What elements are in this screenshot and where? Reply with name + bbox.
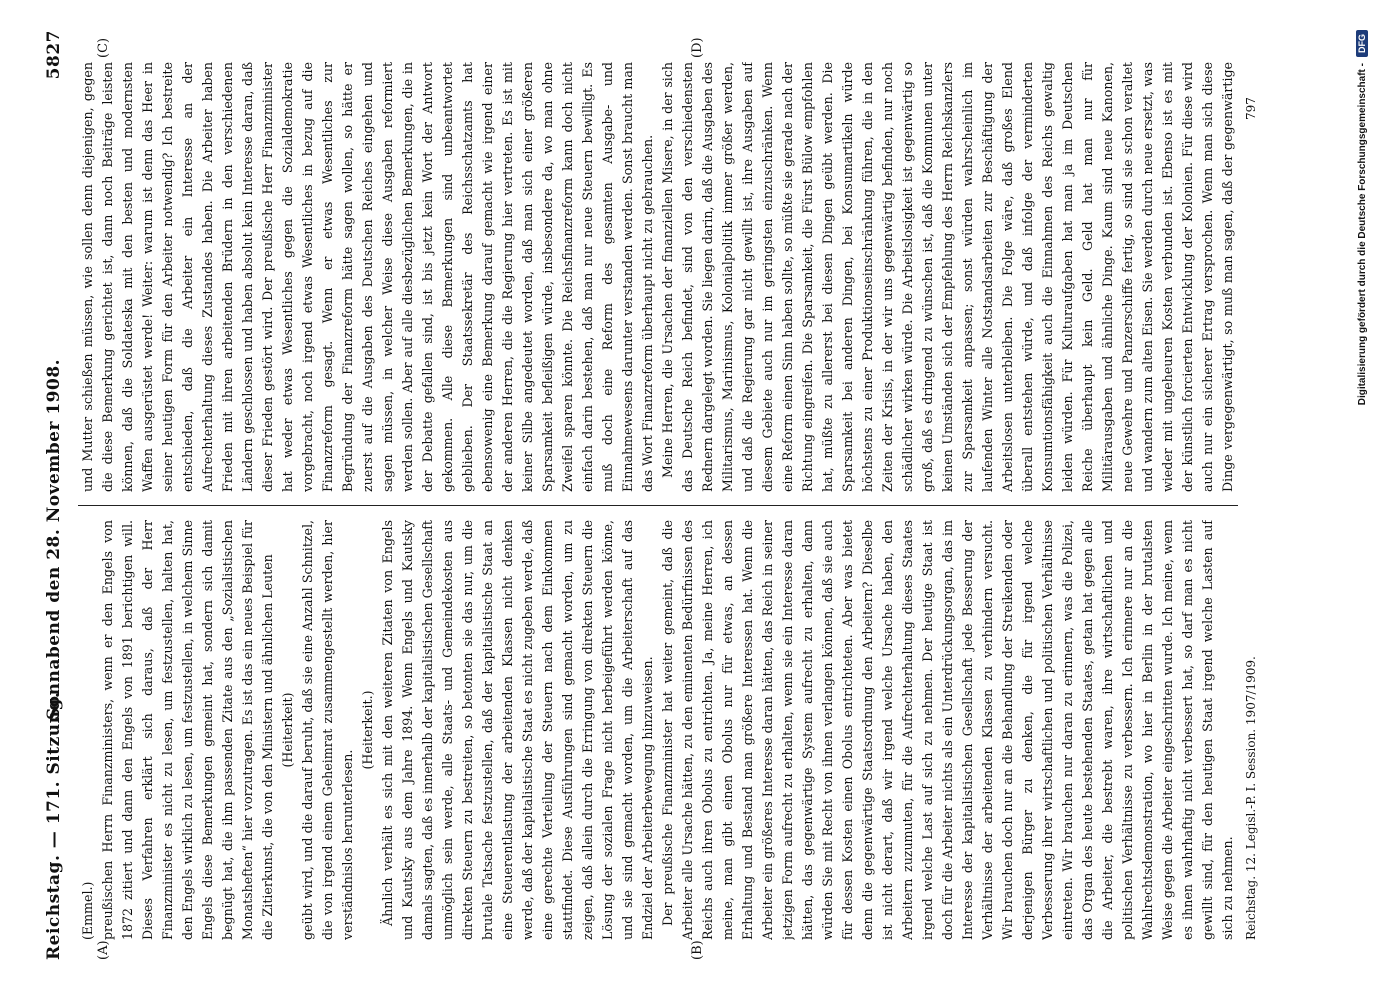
margin-letter-c: (C) <box>96 37 111 58</box>
footer-legislative-period: Reichstag. 12. Legisl.-P. I. Session. 1907/1909. <box>1244 656 1258 940</box>
paragraph: und Mutter schießen müssen, wie sollen denn diejenigen, gegen die diese Bemerkung gerichtet ist, dann noch Beiträge leisten können, daß die Soldateska mit den besten und modernsten Waffen ausgerüstet werde! Weiter: warum ist denn das Heer in seiner heutigen Form für den Arbeiter notwendig? Ich bestreite entschieden, daß die Arbeiter ein Interesse an der Aufrechterhaltung dieses Zustandes haben. Die Arbeiter haben Frieden mit ihren arbeitenden Brüdern in den verschiedenen Ländern geschlossen und haben absolut kein Interesse daran, daß dieser Frieden gestört wird. Der preußische Herr Finanzminister hat weder etwas Wesentliches gegen die Sozialdemokratie vorgebracht, noch irgend etwas Wesentliches in bezug auf die Finanzreform gesagt. Wenn er etwas Wesentliches zur Begründung der Finanzreform hätte sagen wollen, so hätte er zuerst auf die Ausgaben des Deutschen Reiches eingehen und sagen müssen, in welcher Weise diese Ausgaben reformiert werden sollen. Aber auf alle diesbezüglichen Bemerkungen, die in der Debatte gefallen sind, ist bis jetzt kein Wort der Antwort gekommen. Alle diese Bemerkungen sind unbeantwortet geblieben. Der Staatssekretär des Reichsschatzamts hat ebensowenig eine Bemerkung darauf gemacht wie irgend einer der anderen Herren, die die Regierung hier vertreten. Es ist mit keiner Silbe angedeutet worden, daß man sich einer größeren Sparsamkeit befleißigen würde, insbesondere da, wo man ohne Zweifel sparen könnte. Die Reichsfinanzreform kann doch nicht einfach darin bestehen, daß man nur neue Steuern bewilligt. Es muß doch eine Reform des gesamten Ausgabe- und Einnahmewesens darunter verstanden werden. Sonst braucht man das Wort Finanzreform überhaupt nicht zu gebrauchen. <box>80 62 655 492</box>
digitization-notice: Digitalisierung gefördert durch die Deutsche Forschungsgemeinschaft - <box>1356 63 1368 406</box>
header-session-title: Reichstag. — 171. Sitzung. <box>44 691 64 960</box>
paragraph: geübt wird, und die darauf beruht, daß sie eine Anzahl Schnitzel, die von irgend einem Geheimrat zusammengestellt werden, hier verständnislos herunterlesen. <box>300 520 355 940</box>
margin-letter-b: (B) <box>690 940 705 960</box>
speaker-name: (Emmel.) <box>80 881 95 940</box>
margin-letter-d: (D) <box>690 37 705 58</box>
paragraph: preußischen Herrn Finanzministers, wenn er den Engels von 1872 zitiert und dann den Engels von 1891 berichtigen will. Dieses Verfahren erklärt sich daraus, daß der Herr Finanzminister es nicht zu lesen, um festzustellen, halten hat, den Engels wirklich zu lesen, um festzustellen, in welchem Sinne Engels diese Bemerkungen gemeint hat, sondern sich damit begnügt hat, die ihm passenden Zitate aus den „Sozialistischen Monatsheften“ hier vorzutragen. Es ist das ein neues Beispiel für die Zitierkunst, die von den Ministern und ähnlichen Leuten <box>100 520 275 940</box>
left-text-column <box>78 520 1238 940</box>
header-page-number: 5827 <box>44 30 64 80</box>
dfg-logo: DFG <box>1356 30 1368 57</box>
margin-letter-a: (A) <box>96 940 111 960</box>
header-date: Sonnabend den 28. November 1908. <box>44 358 64 720</box>
interjection: (Heiterkeit.) <box>360 690 375 770</box>
footer-sheet-number: 797 <box>1244 97 1258 120</box>
interjection: (Heiterkeit) <box>280 692 295 768</box>
paragraph: Der preußische Finanzminister hat weiter gemeint, daß die Arbeiter alle Ursache hätten, zu den eminenten Bedürfnissen des Reichs auch ihren Obolus zu entrichten. Ja, meine Herren, ich meine, man gibt einen Obolus nur für etwas, an dessen Erhaltung und Bestand man größere Interessen hat. Wenn die Arbeiter ein größeres Interesse daran hätten, das Reich in seiner jetzigen Form aufrecht zu erhalten, wenn sie ein Interesse daran hätten, das gegenwärtige System aufrecht zu erhalten, dann würden Sie mit Recht von ihnen verlangen können, daß sie auch für dessen Kosten einen Obolus entrichteten. Aber was bietet denn die gegenwärtige Staatsordnung den Arbeitern? Dieselbe ist nicht derart, daß wir irgend welche Ursache haben, den Arbeitern zuzumuten, für die Aufrechterhaltung dieses Staates irgend welche Last auf sich zu nehmen. Der heutige Staat ist doch für die Arbeiter nichts als ein Unterdrückungsorgan, das im Interesse der kapitalistischen Gesellschaft jede Besserung der Verhältnisse der arbeitenden Klassen zu verhindern versucht. Wir brauchen doch nur an die Behandlung der Streikenden oder derjenigen Bürger zu denken, die für irgend welche Verbesserung ihrer wirtschaftlichen und politischen Verhältnisse eintreten. Wir brauchen nur daran zu erinnern, was die Polizei, das Organ des heute bestehenden Staates, getan hat gegen alle die Arbeiter, die bestrebt waren, ihre wirtschaftlichen und politischen Verhältnisse zu verbessern. Ich erinnere nur an die Wahlrechtsdemonstration, wo hier in Berlin in der brutalsten Weise gegen die Arbeiter eingeschritten wurde. Ich meine, wenn es ihnen wahrhaftig nicht verbessert hat, so darf man es nicht gewillt sind, für den heutigen Staat irgend welche Lasten auf sich zu nehmen. <box>660 520 1235 940</box>
page-header <box>42 30 72 960</box>
paragraph: Meine Herren, die Ursachen der finanziellen Misere, in der sich das Deutsche Reich befindet, sind von den verschiedensten Rednern dargelegt worden. Sie liegen darin, daß die Ausgaben des Militarismus, Marinismus, Kolonialpolitik immer größer werden, und daß die Regierung gar nicht gewillt ist, ihre Ausgaben auf diesem Gebiete auch nur im geringsten einzuschränken. Wenn eine Reform einen Sinn haben sollte, so müßte sie gerade nach der Richtung eingreifen. Die Sparsamkeit, die Fürst Bülow empfohlen hat, müßte zu allererst bei diesen Dingen geübt werden. Die Sparsamkeit bei anderen Dingen, bei Konsumartikeln würde höchstens zu einer Produktionseinschränkung führen, die in den Zeiten der Krisis, in der wir uns gegenwärtig befinden, nur noch schädlicher wirken würde. Die Arbeitslosigkeit ist gegenwärtig so groß, daß es dringend zu wünschen ist, daß die Kommunen unter keinen Umständen sich der Empfehlung des Herrn Reichskanzlers zur Sparsamkeit anpassen; sonst würden wahrscheinlich im laufenden Winter alle Notstandsarbeiten zur Beschäftigung der Arbeitslosen unterbleiben. Die Folge wäre, daß großes Elend überall entstehen würde, und daß infolge der verminderten Konsumtionsfähigkeit auch die Einnahmen des Reichs gewaltig leiden würden. Für Kulturaufgaben hat man ja im Deutschen Reiche überhaupt kein Geld. Geld hat man nur für Militärausgaben und ähnliche Dinge. Kaum sind neue Kanonen, neue Gewehre und Panzerschiffe fertig, so sind sie schon veraltet und wandern zum alten Eisen. Sie werden durch neue ersetzt, was wieder mit ungeheuren Kosten verbunden ist. Ebenso ist es mit der künstlich forcierten Entwicklung der Kolonien. Für diese wird auch nur ein sicherer Ertrag versprochen. Wenn man sich diese Dinge vergegenwärtigt, so muß man sagen, daß der gegenwärtige <box>660 62 1235 492</box>
right-text-column <box>78 62 1238 492</box>
column-divider <box>78 505 1238 506</box>
digitization-notice-bar <box>1356 30 1368 970</box>
paragraph: Ähnlich verhält es sich mit den weiteren Zitaten von Engels und Kautsky aus dem Jahre 1894. Wenn Engels und Kautsky damals sagten, daß es innerhalb der kapitalistischen Gesellschaft unmöglich sein werde, alle Staats- und Gemeindekosten aus direkten Steuern zu bestreiten, so betonten sie das nur, um die brutale Tatsache festzustellen, daß der kapitalistische Staat an eine Steuerentlastung der arbeitenden Klassen nicht denken werde, daß der kapitalistische Staat es nicht zugeben werde, daß eine gerechte Verteilung der Steuern nach dem Einkommen stattfindet. Diese Ausführungen sind gemacht worden, um zu zeigen, daß allein durch die Erringung von direkten Steuern die Lösung der sozialen Frage nicht herbeigeführt werden könne, und sie sind gemacht worden, um die Arbeiterschaft auf das Endziel der Arbeiterbewegung hinzuweisen. <box>380 520 655 940</box>
